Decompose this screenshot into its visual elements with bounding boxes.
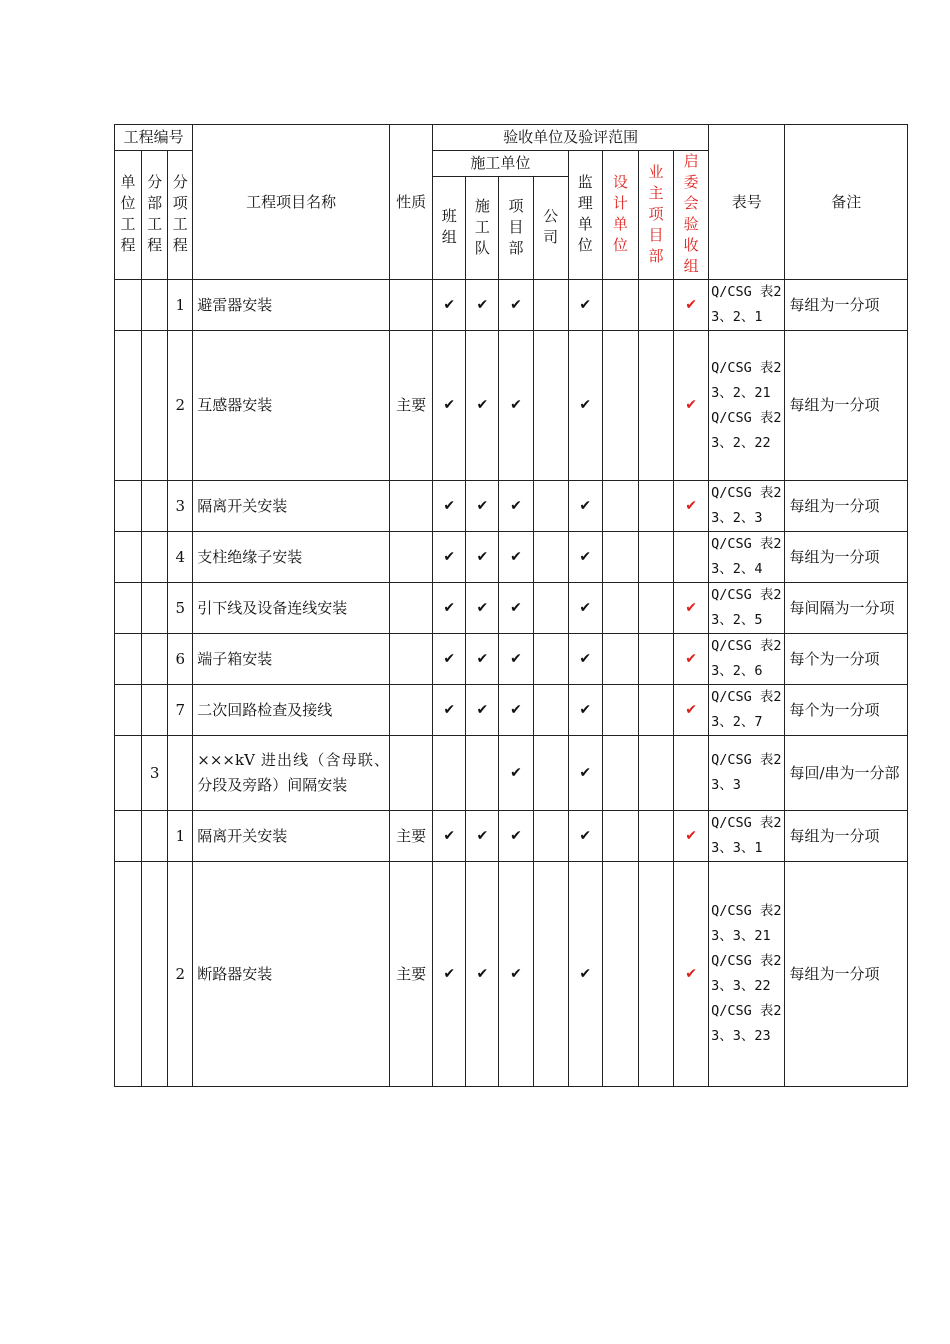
company-check — [533, 532, 568, 583]
company-check — [533, 481, 568, 532]
item-project-cell: 6 — [168, 634, 193, 685]
supervision-check: ✔ — [568, 736, 602, 811]
project-name-text: 端子箱安装 — [197, 649, 273, 668]
supervision-check: ✔ — [568, 583, 602, 634]
company-check — [533, 583, 568, 634]
team-check: ✔ — [433, 331, 466, 481]
project-name-cell — [193, 280, 390, 331]
table-row — [115, 481, 908, 532]
crew-check: ✔ — [466, 481, 499, 532]
header-startup-committee: 启委会验收组 — [674, 151, 709, 280]
project-name-cell — [193, 532, 390, 583]
owner-dept-check — [638, 583, 673, 634]
remarks-cell: 每个为一分项 — [785, 634, 908, 685]
crew-check: ✔ — [466, 280, 499, 331]
table-row — [115, 532, 908, 583]
header-acceptance-scope: 验收单位及验评范围 — [433, 125, 709, 151]
nature-cell — [390, 634, 433, 685]
owner-dept-check — [638, 811, 673, 862]
project-name-text: 隔离开关安装 — [197, 496, 288, 515]
committee-check: ✔ — [674, 685, 709, 736]
unit-project-cell — [115, 685, 142, 736]
nature-cell — [390, 481, 433, 532]
unit-project-cell — [115, 634, 142, 685]
design-check — [602, 481, 638, 532]
form-number-line: Q/CSG 表23、3 — [711, 752, 782, 793]
design-check — [602, 280, 638, 331]
team-check: ✔ — [433, 811, 466, 862]
form-number-cell — [709, 532, 785, 583]
unit-project-cell — [115, 280, 142, 331]
remarks-cell: 每个为一分项 — [785, 685, 908, 736]
nature-cell — [390, 736, 433, 811]
sub-project-cell — [142, 331, 168, 481]
nature-cell — [390, 532, 433, 583]
header-project-dept: 项目部 — [499, 177, 533, 280]
owner-dept-check — [638, 331, 673, 481]
project-name-text: 二次回路检查及接线 — [197, 700, 333, 719]
header-design: 设计单位 — [602, 151, 638, 280]
acceptance-table — [114, 124, 908, 1087]
company-check — [533, 685, 568, 736]
crew-check: ✔ — [466, 811, 499, 862]
sub-project-cell: 3 — [142, 736, 168, 811]
form-number-line: Q/CSG 表23、2、21 — [711, 359, 782, 401]
form-number-cell — [709, 280, 785, 331]
committee-check: ✔ — [674, 481, 709, 532]
design-check — [602, 583, 638, 634]
crew-check: ✔ — [466, 634, 499, 685]
design-check — [602, 331, 638, 481]
committee-check: ✔ — [674, 811, 709, 862]
company-check — [533, 634, 568, 685]
project-dept-check: ✔ — [499, 811, 533, 862]
company-check — [533, 736, 568, 811]
table-row — [115, 280, 908, 331]
item-project-cell: 7 — [168, 685, 193, 736]
header-company: 公司 — [533, 177, 568, 280]
remarks-cell: 每组为一分项 — [785, 331, 908, 481]
project-dept-check: ✔ — [499, 862, 533, 1087]
project-name-text: 引下线及设备连线安装 — [197, 598, 348, 617]
unit-project-cell — [115, 811, 142, 862]
header-crew: 施工队 — [466, 177, 499, 280]
committee-check: ✔ — [674, 583, 709, 634]
committee-check: ✔ — [674, 634, 709, 685]
unit-project-cell — [115, 331, 142, 481]
supervision-check: ✔ — [568, 532, 602, 583]
header-supervision: 监理单位 — [568, 151, 602, 280]
supervision-check: ✔ — [568, 685, 602, 736]
sub-project-cell — [142, 811, 168, 862]
item-project-cell: 2 — [168, 862, 193, 1087]
owner-dept-check — [638, 634, 673, 685]
design-check — [602, 532, 638, 583]
header-remarks: 备注 — [785, 125, 908, 280]
header-unit-project: 单位工程 — [115, 151, 142, 280]
form-number-cell — [709, 685, 785, 736]
project-dept-check: ✔ — [499, 532, 533, 583]
committee-check: ✔ — [674, 331, 709, 481]
team-check: ✔ — [433, 280, 466, 331]
project-name-cell — [193, 634, 390, 685]
owner-dept-check — [638, 685, 673, 736]
item-project-cell — [168, 736, 193, 811]
form-number-line: Q/CSG 表23、2、6 — [711, 638, 782, 679]
sub-project-cell — [142, 280, 168, 331]
project-name-text: 支柱绝缘子安装 — [197, 547, 303, 566]
form-number-line: Q/CSG 表23、2、7 — [711, 689, 782, 730]
committee-check: ✔ — [674, 280, 709, 331]
form-number-line: Q/CSG 表23、2、4 — [711, 536, 782, 577]
remarks-cell: 每组为一分项 — [785, 532, 908, 583]
company-check — [533, 331, 568, 481]
header-nature: 性质 — [390, 125, 433, 280]
table-row — [115, 331, 908, 481]
sub-project-cell — [142, 481, 168, 532]
project-name-text: 隔离开关安装 — [197, 826, 288, 845]
design-check — [602, 811, 638, 862]
table-row — [115, 736, 908, 811]
crew-check: ✔ — [466, 583, 499, 634]
table-row — [115, 811, 908, 862]
item-project-cell: 2 — [168, 331, 193, 481]
owner-dept-check — [638, 280, 673, 331]
project-name-cell — [193, 811, 390, 862]
unit-project-cell — [115, 736, 142, 811]
project-dept-check: ✔ — [499, 634, 533, 685]
project-name-text: 避雷器安装 — [197, 295, 273, 314]
supervision-check: ✔ — [568, 811, 602, 862]
crew-check — [466, 736, 499, 811]
nature-cell — [390, 685, 433, 736]
owner-dept-check — [638, 862, 673, 1087]
sub-project-cell — [142, 532, 168, 583]
project-name-cell — [193, 736, 390, 811]
committee-check — [674, 532, 709, 583]
form-number-line: Q/CSG 表23、2、3 — [711, 485, 782, 526]
team-check: ✔ — [433, 481, 466, 532]
form-number-cell — [709, 811, 785, 862]
sub-project-cell — [142, 685, 168, 736]
owner-dept-check — [638, 481, 673, 532]
supervision-check: ✔ — [568, 481, 602, 532]
header-form-no: 表号 — [709, 125, 785, 280]
team-check: ✔ — [433, 532, 466, 583]
form-number-cell — [709, 481, 785, 532]
company-check — [533, 811, 568, 862]
remarks-cell: 每组为一分项 — [785, 280, 908, 331]
nature-cell: 主要 — [390, 331, 433, 481]
remarks-cell: 每回/串为一分部 — [785, 736, 908, 811]
form-number-line: Q/CSG 表23、2、1 — [711, 284, 782, 325]
unit-project-cell — [115, 532, 142, 583]
sub-project-cell — [142, 634, 168, 685]
table-row — [115, 583, 908, 634]
project-name-cell — [193, 481, 390, 532]
form-number-cell — [709, 583, 785, 634]
nature-cell: 主要 — [390, 862, 433, 1087]
project-dept-check: ✔ — [499, 685, 533, 736]
item-project-cell: 3 — [168, 481, 193, 532]
header-owner-dept: 业主项目部 — [638, 151, 673, 280]
crew-check: ✔ — [466, 862, 499, 1087]
item-project-cell: 4 — [168, 532, 193, 583]
header-sub-project: 分部工程 — [142, 151, 168, 280]
unit-project-cell — [115, 583, 142, 634]
item-project-cell: 5 — [168, 583, 193, 634]
project-dept-check: ✔ — [499, 331, 533, 481]
form-number-line: Q/CSG 表23、3、21 — [711, 903, 782, 944]
form-number-cell — [709, 331, 785, 481]
committee-check: ✔ — [674, 862, 709, 1087]
crew-check: ✔ — [466, 532, 499, 583]
project-name-cell — [193, 862, 390, 1087]
committee-check — [674, 736, 709, 811]
form-number-line: Q/CSG 表23、3、1 — [711, 815, 782, 856]
remarks-cell: 每组为一分项 — [785, 862, 908, 1087]
header-team: 班组 — [433, 177, 466, 280]
design-check — [602, 862, 638, 1087]
supervision-check: ✔ — [568, 331, 602, 481]
remarks-cell: 每组为一分项 — [785, 481, 908, 532]
project-dept-check: ✔ — [499, 280, 533, 331]
form-number-cell — [709, 736, 785, 811]
design-check — [602, 634, 638, 685]
header-item-project: 分项工程 — [168, 151, 193, 280]
team-check — [433, 736, 466, 811]
crew-check: ✔ — [466, 331, 499, 481]
team-check: ✔ — [433, 685, 466, 736]
table-row — [115, 862, 908, 1087]
header-project-name: 工程项目名称 — [193, 125, 390, 280]
nature-cell — [390, 280, 433, 331]
unit-project-cell — [115, 862, 142, 1087]
design-check — [602, 736, 638, 811]
supervision-check: ✔ — [568, 634, 602, 685]
company-check — [533, 280, 568, 331]
owner-dept-check — [638, 736, 673, 811]
project-dept-check: ✔ — [499, 736, 533, 811]
project-dept-check: ✔ — [499, 481, 533, 532]
form-number-line: Q/CSG 表23、2、5 — [711, 587, 782, 628]
project-name-cell — [193, 583, 390, 634]
team-check: ✔ — [433, 583, 466, 634]
form-number-line: Q/CSG 表23、2、22 — [711, 409, 782, 451]
project-name-cell — [193, 685, 390, 736]
item-project-cell: 1 — [168, 811, 193, 862]
owner-dept-check — [638, 532, 673, 583]
project-name-text: 互感器安装 — [197, 396, 273, 414]
table-row — [115, 634, 908, 685]
form-number-line: Q/CSG 表23、3、23 — [711, 1003, 782, 1044]
form-number-cell — [709, 862, 785, 1087]
project-name-text: ×××kV 进出线（含母联、分段及旁路）间隔安装 — [197, 751, 390, 794]
nature-cell: 主要 — [390, 811, 433, 862]
remarks-cell: 每组为一分项 — [785, 811, 908, 862]
header-project-code: 工程编号 — [115, 125, 193, 151]
form-number-cell — [709, 634, 785, 685]
project-name-cell — [193, 331, 390, 481]
project-dept-check: ✔ — [499, 583, 533, 634]
project-name-text: 断路器安装 — [197, 964, 273, 983]
table-row — [115, 685, 908, 736]
remarks-cell: 每间隔为一分项 — [785, 583, 908, 634]
item-project-cell: 1 — [168, 280, 193, 331]
sub-project-cell — [142, 862, 168, 1087]
team-check: ✔ — [433, 634, 466, 685]
header-construction-unit: 施工单位 — [433, 151, 568, 177]
form-number-line: Q/CSG 表23、3、22 — [711, 953, 782, 994]
company-check — [533, 862, 568, 1087]
sub-project-cell — [142, 583, 168, 634]
unit-project-cell — [115, 481, 142, 532]
supervision-check: ✔ — [568, 280, 602, 331]
team-check: ✔ — [433, 862, 466, 1087]
supervision-check: ✔ — [568, 862, 602, 1087]
design-check — [602, 685, 638, 736]
crew-check: ✔ — [466, 685, 499, 736]
nature-cell — [390, 583, 433, 634]
